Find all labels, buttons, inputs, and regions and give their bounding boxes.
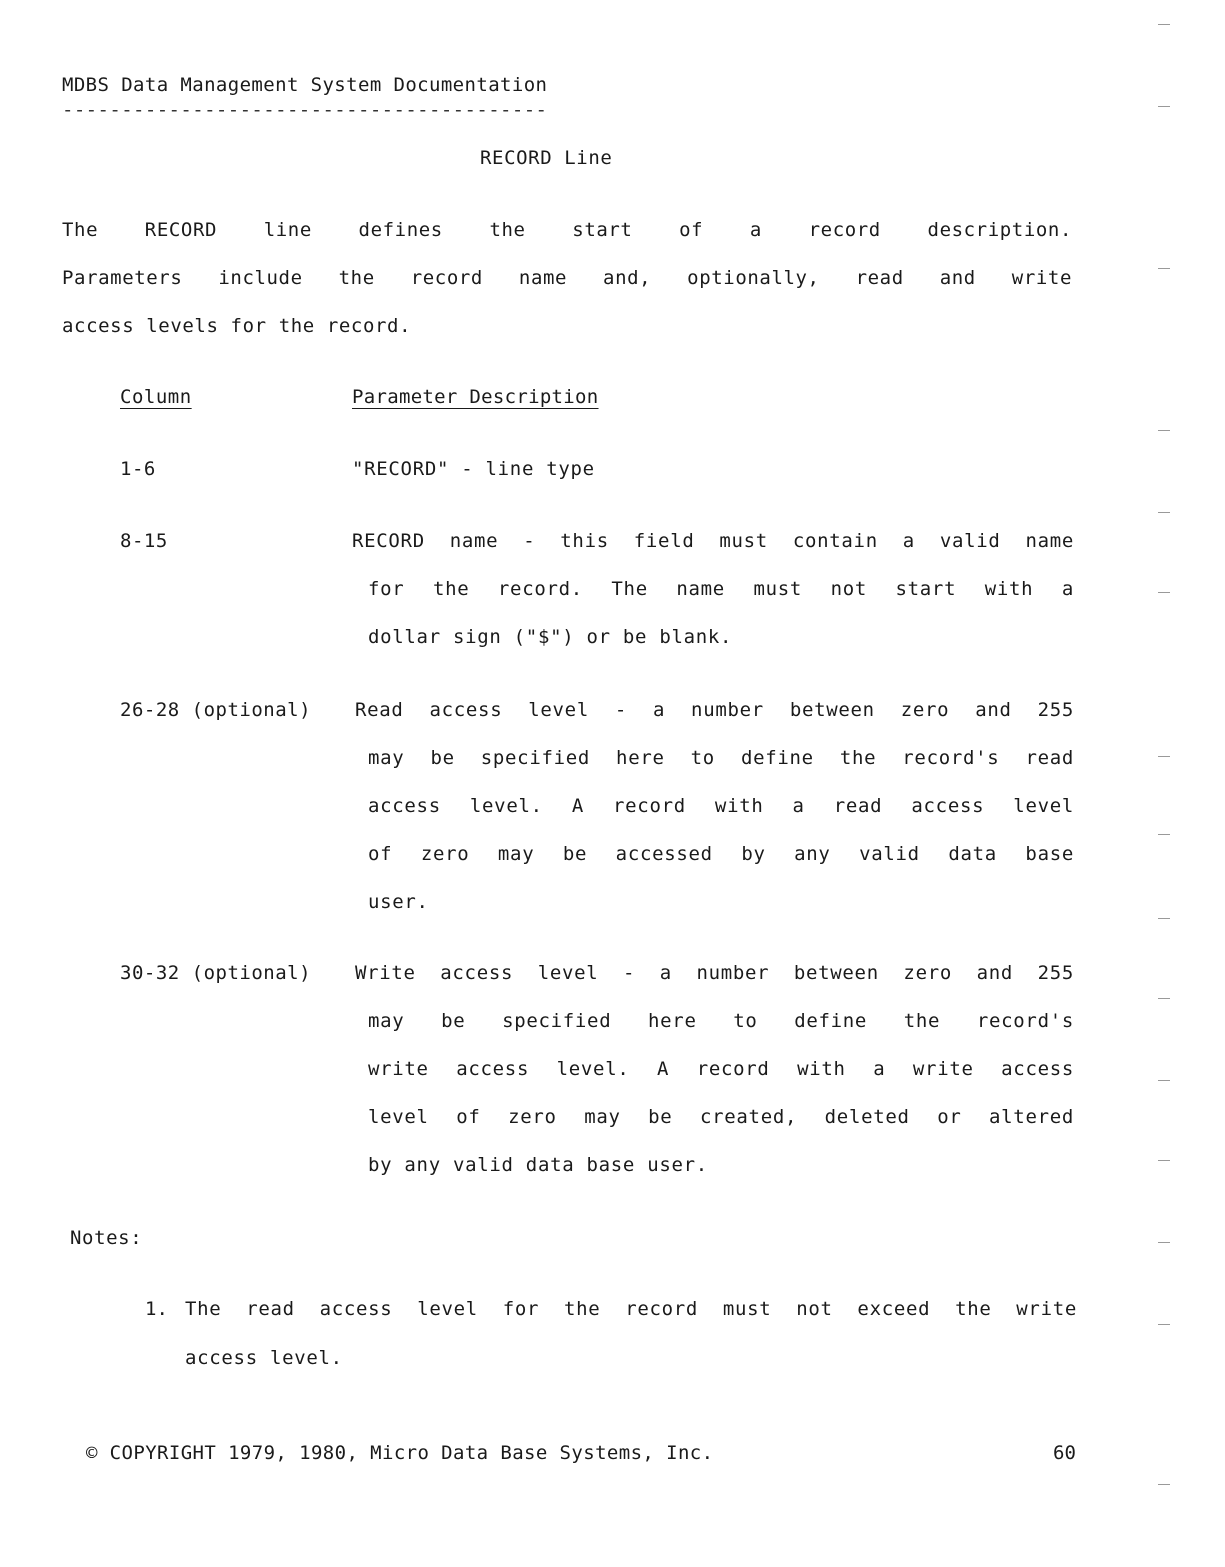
row-2-desc-line-2: for the record. The name must not start with a [368, 578, 1074, 600]
row-3-desc-line-2: may be specified here to define the record's read [368, 747, 1074, 769]
row-3-desc-line-3: access level. A record with a read access level [368, 795, 1074, 817]
margin-tick [1158, 512, 1170, 513]
column-header: Column [120, 386, 192, 408]
intro-line-3: access levels for the record. [62, 315, 412, 337]
description-header: Parameter Description [352, 386, 599, 408]
margin-tick [1158, 1242, 1170, 1243]
footer-copyright: © COPYRIGHT 1979, 1980, Micro Data Base Systems, Inc. [86, 1442, 714, 1464]
margin-tick [1158, 998, 1170, 999]
row-3-desc-line-1: Read access level - a number between zero and 255 [355, 699, 1074, 721]
margin-tick [1158, 106, 1170, 107]
row-4-column: 30-32 (optional) [120, 962, 312, 984]
margin-tick [1158, 268, 1170, 269]
margin-tick [1158, 430, 1170, 431]
header-rule: ----------------------------------------- [62, 99, 548, 121]
margin-tick [1158, 1324, 1170, 1325]
row-3-desc-line-4: of zero may be accessed by any valid data base [368, 843, 1074, 865]
margin-tick [1158, 1484, 1170, 1485]
margin-tick [1158, 1160, 1170, 1161]
page-number: 60 [1053, 1442, 1076, 1464]
intro-line-1: The RECORD line defines the start of a record description. [62, 219, 1072, 241]
row-2-column: 8-15 [120, 530, 168, 552]
document-header: MDBS Data Management System Documentation [62, 74, 548, 96]
intro-line-2: Parameters include the record name and, optionally, read and write [62, 267, 1072, 289]
margin-tick [1158, 1080, 1170, 1081]
margin-tick [1158, 592, 1170, 593]
row-2-desc-line-3: dollar sign ("$") or be blank. [368, 626, 733, 648]
note-1-line-2: access level. [185, 1347, 343, 1369]
margin-tick [1158, 918, 1170, 919]
row-4-desc-line-5: by any valid data base user. [368, 1154, 708, 1176]
section-title: RECORD Line [480, 147, 613, 169]
margin-tick [1158, 24, 1170, 25]
row-2-desc-line-1: RECORD name - this field must contain a valid name [352, 530, 1074, 552]
notes-label: Notes: [70, 1227, 143, 1249]
row-1-desc-line-1: "RECORD" - line type [352, 458, 595, 480]
row-3-column: 26-28 (optional) [120, 699, 312, 721]
margin-tick [1158, 756, 1170, 757]
note-1-line-1: The read access level for the record must not exceed the write [185, 1298, 1077, 1320]
row-4-desc-line-1: Write access level - a number between zero and 255 [355, 962, 1074, 984]
row-1-column: 1-6 [120, 458, 156, 480]
row-3-desc-line-5: user. [368, 891, 429, 913]
note-1-number: 1. [145, 1298, 168, 1320]
row-4-desc-line-4: level of zero may be created, deleted or altered [368, 1106, 1074, 1128]
row-4-desc-line-2: may be specified here to define the record's [368, 1010, 1074, 1032]
margin-tick [1158, 834, 1170, 835]
row-4-desc-line-3: write access level. A record with a write access [368, 1058, 1074, 1080]
